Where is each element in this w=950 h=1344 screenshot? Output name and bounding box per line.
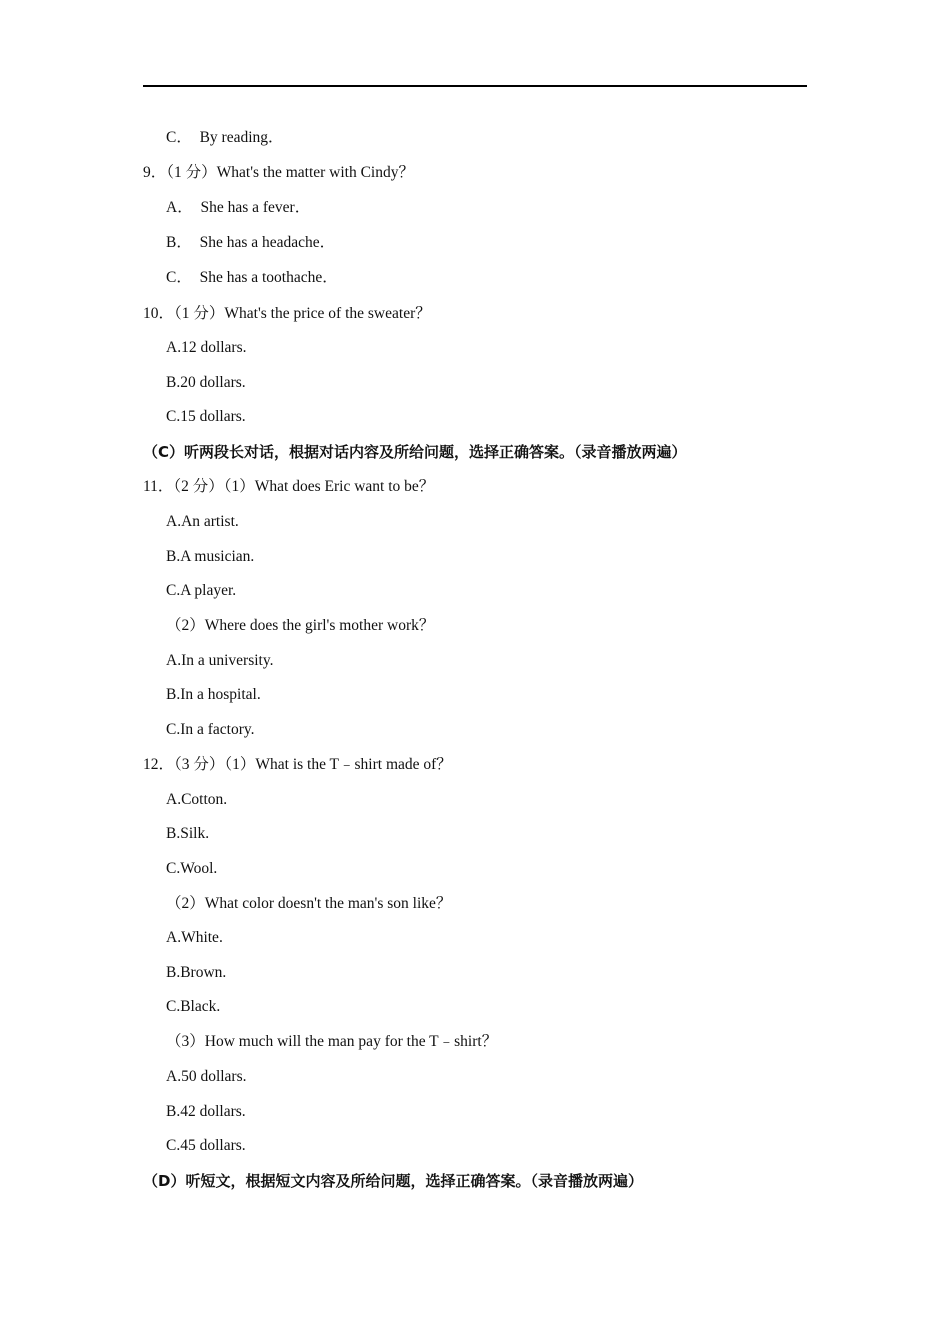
option-text: A.In a university. — [166, 652, 274, 669]
option-text: C.A player. — [166, 582, 237, 599]
option-text: B.In a hospital. — [166, 686, 261, 703]
option-text: C.15 dollars. — [166, 408, 246, 425]
option-text: C.Wool. — [166, 860, 218, 877]
option-text: A.12 dollars. — [166, 339, 247, 356]
question-text: 11．（2 分）（1）What does Eric want to be？ — [143, 478, 435, 495]
option-text: B.Brown. — [166, 964, 227, 981]
section-heading: （D）听短文，根据短文内容及所给问题，选择正确答案。（录音播放两遍） — [143, 1172, 643, 1190]
sub-question-text: （3）How much will the man pay for the T﹣shirt？ — [166, 1033, 498, 1050]
option-text: C.45 dollars. — [166, 1137, 246, 1154]
sub-question-text: （2）Where does the girl's mother work？ — [166, 617, 435, 634]
option-text: B.42 dollars. — [166, 1103, 246, 1120]
option-text: B． She has a headache． — [166, 234, 336, 251]
option-text: C.In a factory. — [166, 721, 255, 738]
option-text: C． By reading． — [166, 129, 284, 146]
sub-question-text: （2）What color doesn't the man's son like？ — [166, 895, 452, 912]
option-text: B.A musician. — [166, 548, 255, 565]
section-heading: （C）听两段长对话，根据对话内容及所给问题，选择正确答案。（录音播放两遍） — [143, 443, 687, 461]
question-text: 9．（1 分）What's the matter with Cindy？ — [143, 164, 414, 181]
option-text: A.White. — [166, 929, 223, 946]
option-text: C． She has a toothache． — [166, 269, 338, 286]
option-text: B.20 dollars. — [166, 374, 246, 391]
option-text: B.Silk. — [166, 825, 210, 842]
header-rule — [143, 85, 807, 87]
option-text: C.Black. — [166, 998, 221, 1015]
option-text: A.50 dollars. — [166, 1068, 247, 1085]
option-text: A.An artist. — [166, 513, 239, 530]
option-text: A． She has a fever． — [166, 199, 311, 216]
question-text: 12．（3 分）（1）What is the T﹣shirt made of？ — [143, 756, 452, 773]
option-text: A.Cotton. — [166, 791, 228, 808]
question-text: 10．（1 分）What's the price of the sweater？ — [143, 305, 431, 322]
